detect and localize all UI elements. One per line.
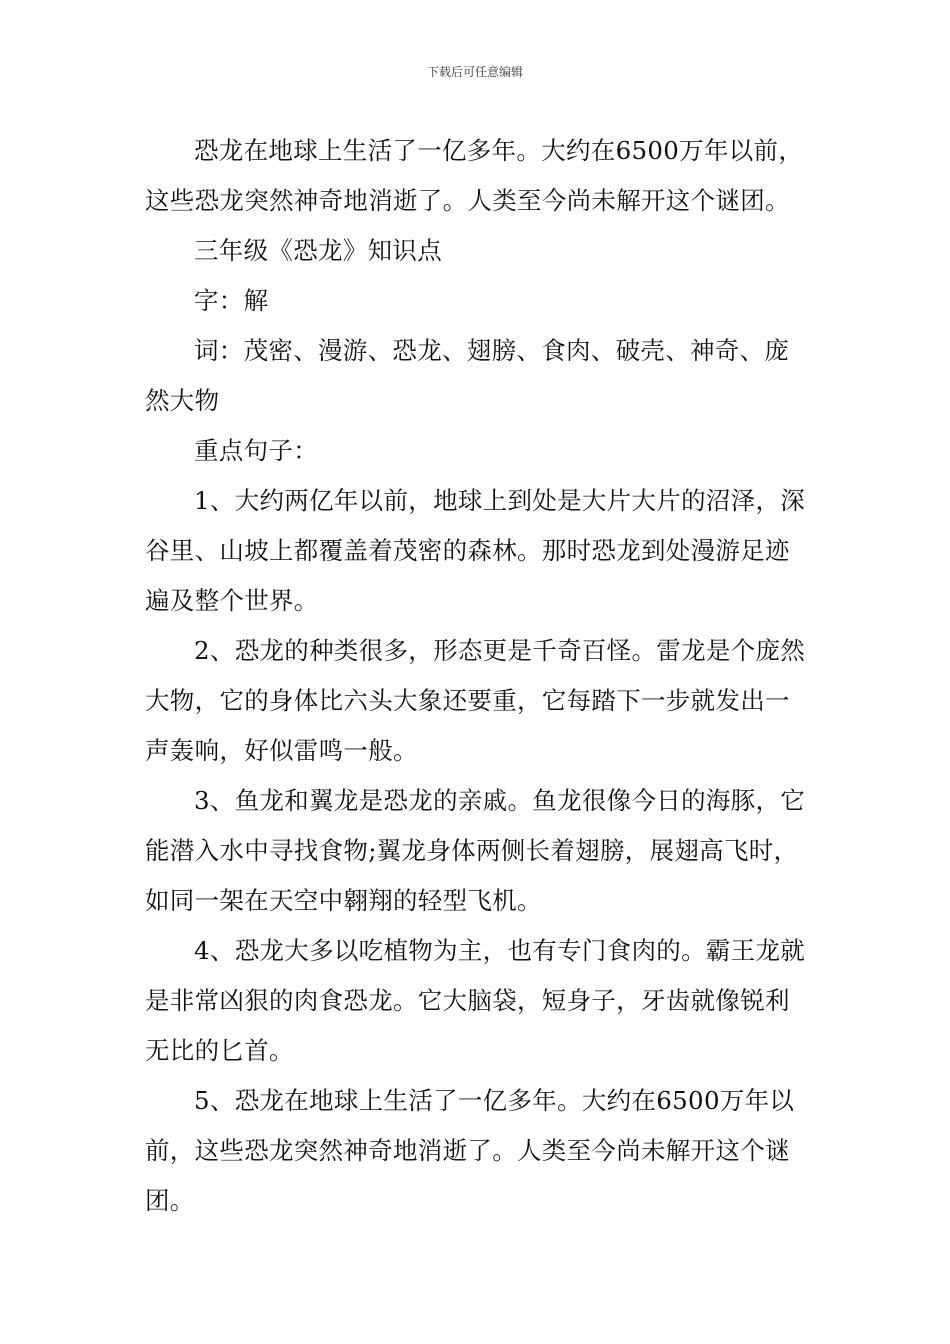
key-sentences-heading: 重点句子：	[194, 436, 318, 465]
page-header: 下载后可任意编辑	[426, 65, 523, 79]
key-sentence-1: 1、大约两亿年以前，地球上到处是大片大片的沼泽，深谷里、山坡上都覆盖着茂密的森林。那时恐龙到处漫游足迹遍及整个世界。	[145, 486, 806, 615]
key-sentence-2: 2、恐龙的种类很多，形态更是千奇百怪。雷龙是个庞然大物，它的身体比六头大象还要重，它每踏下一步就发出一声轰响，好似雷鸣一般。	[145, 636, 806, 765]
key-sentence-3: 3、鱼龙和翼龙是恐龙的亲戚。鱼龙很像今日的海豚，它能潜入水中寻找食物;翼龙身体两侧长着翅膀，展翅高飞时，如同一架在天空中翱翔的轻型飞机。	[145, 786, 806, 915]
document-body	[145, 126, 810, 1226]
section-title: 三年级《恐龙》知识点	[194, 236, 442, 265]
paragraph-intro: 恐龙在地球上生活了一亿多年。大约在6500万年以前，这些恐龙突然神奇地消逝了。人类至今尚未解开这个谜团。	[145, 136, 804, 215]
key-sentence-5: 5、恐龙在地球上生活了一亿多年。大约在6500万年以前，这些恐龙突然神奇地消逝了。人类至今尚未解开这个谜团。	[145, 1086, 795, 1215]
key-sentence-4: 4、恐龙大多以吃植物为主，也有专门食肉的。霸王龙就是非常凶狠的肉食恐龙。它大脑袋，短身子，牙齿就像锐利无比的匕首。	[145, 936, 806, 1065]
paragraph-characters: 字：解	[194, 286, 269, 315]
paragraph-words: 词：茂密、漫游、恐龙、翅膀、食肉、破壳、神奇、庞然大物	[145, 336, 790, 415]
